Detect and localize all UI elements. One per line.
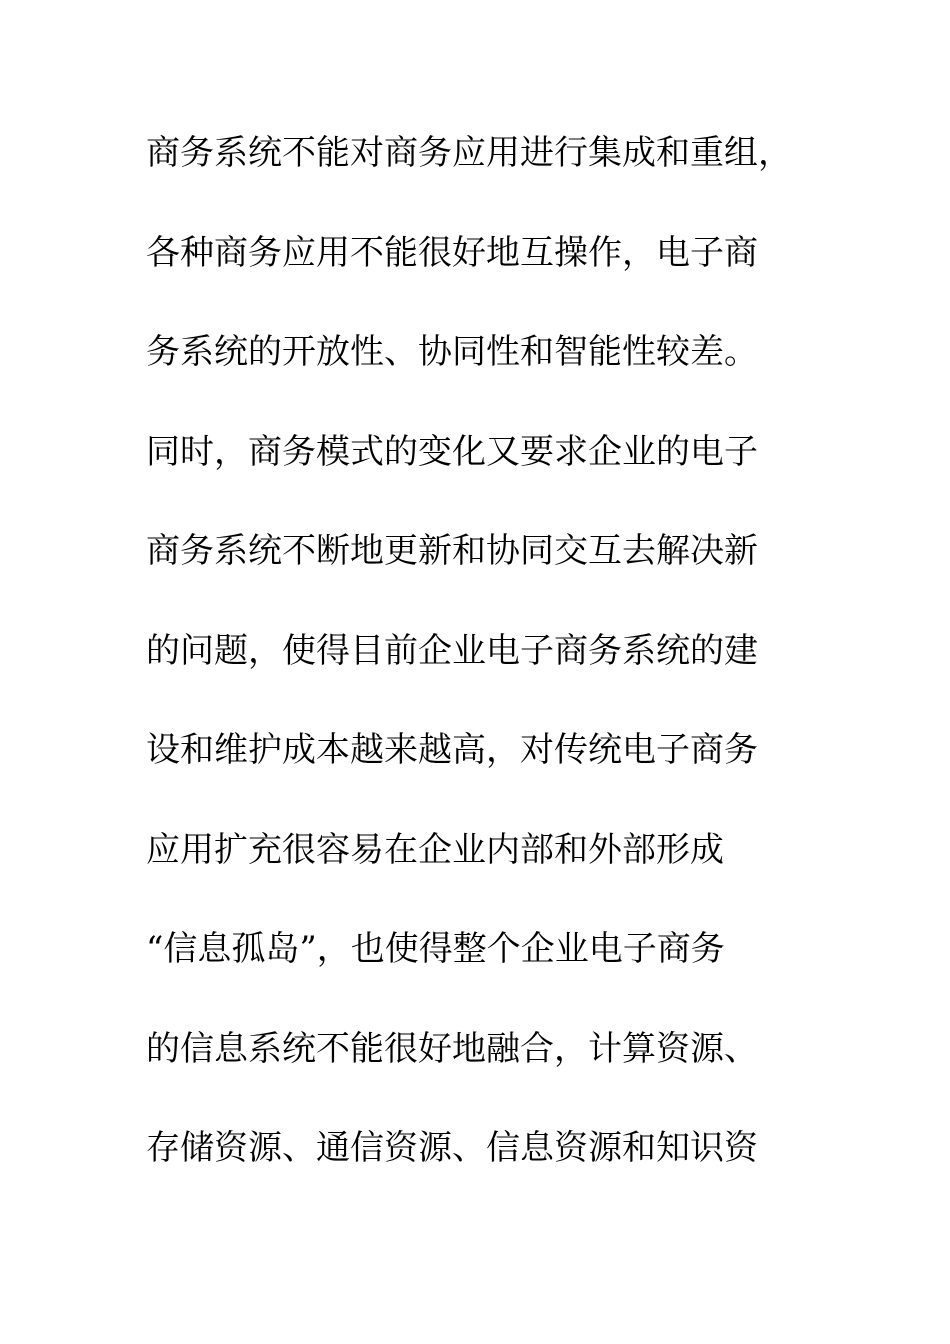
- text-line-8: 应用扩充很容易在企业内部和外部形成: [146, 829, 724, 870]
- text-line-5: 商务系统不断地更新和协同交互去解决新: [146, 531, 758, 571]
- text-line-6: 的问题，使得目前企业电子商务系统的建: [146, 630, 758, 671]
- text-line-7: 设和维护成本越来越高，对传统电子商务: [146, 730, 758, 770]
- text-line-1: 商务系统不能对商务应用进行集成和重组，: [146, 133, 792, 173]
- body-text: [146, 126, 826, 1221]
- text-line-4: 同时，商务模式的变化又要求企业的电子: [146, 431, 758, 472]
- text-line-10: 的信息系统不能很好地融合，计算资源、: [146, 1028, 758, 1069]
- text-line-11: 存储资源、通信资源、信息资源和知识资: [146, 1128, 758, 1168]
- text-line-2: 各种商务应用不能很好地互操作，电子商: [146, 232, 758, 273]
- text-line-3: 务系统的开放性、协同性和智能性较差。: [146, 332, 758, 372]
- text-line-9: “信息孤岛”，也使得整个企业电子商务: [146, 929, 725, 969]
